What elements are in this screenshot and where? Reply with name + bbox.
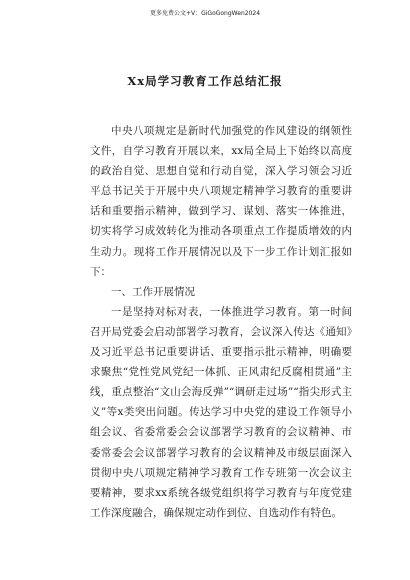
document-body [90, 121, 352, 523]
paragraph-section-1: 一是坚持对标对表，一体推进学习教育。第一时间召开局党委会启动部署学习教育，会议深入传达《通知》及习近平总书记重要讲话、重要指示批示精神，明确要求聚焦“党性党风党纪一体抓、正风肃纪反腐相贯通”主线，重点整治“文山会海反弹”“调研走过场”“指尖形式主义”等x类突出问题。传达学习中央党的建设工作领导小组会议、省委常委会会议部署学习教育的会议精神、市委常委会会议部署学习教育的会议精神及市级层面深入贯彻中央八项规定精神学习教育工作专班第一次会议主要精神，要求xx系统各级党组织将学习教育与年度党建工作深度融合，确保规定动作到位、自选动作有特色。 [90, 305, 352, 519]
paragraph-intro: 中央八项规定是新时代加强党的作风建设的纲领性文件，自学习教育开展以来，xx局全局上下始终以高度的政治自觉、思想自觉和行动自觉，深入学习领会习近平总书记关于开展中央八项规定精神学习教育的重要讲话和重要指示精神，做到学习、谋划、落实一体推进，切实将学习成效转化为推动各项重点工作提质增效的内生动力。现将工作开展情况以及下一步工作计划汇报如下： [90, 125, 352, 278]
section-heading: 一、工作开展情况 [111, 285, 195, 298]
header-note: 更多免费公文+V：GiGoGongWen2024 [149, 10, 261, 17]
document-title: Xx局学习教育工作总结汇报 [127, 74, 283, 88]
